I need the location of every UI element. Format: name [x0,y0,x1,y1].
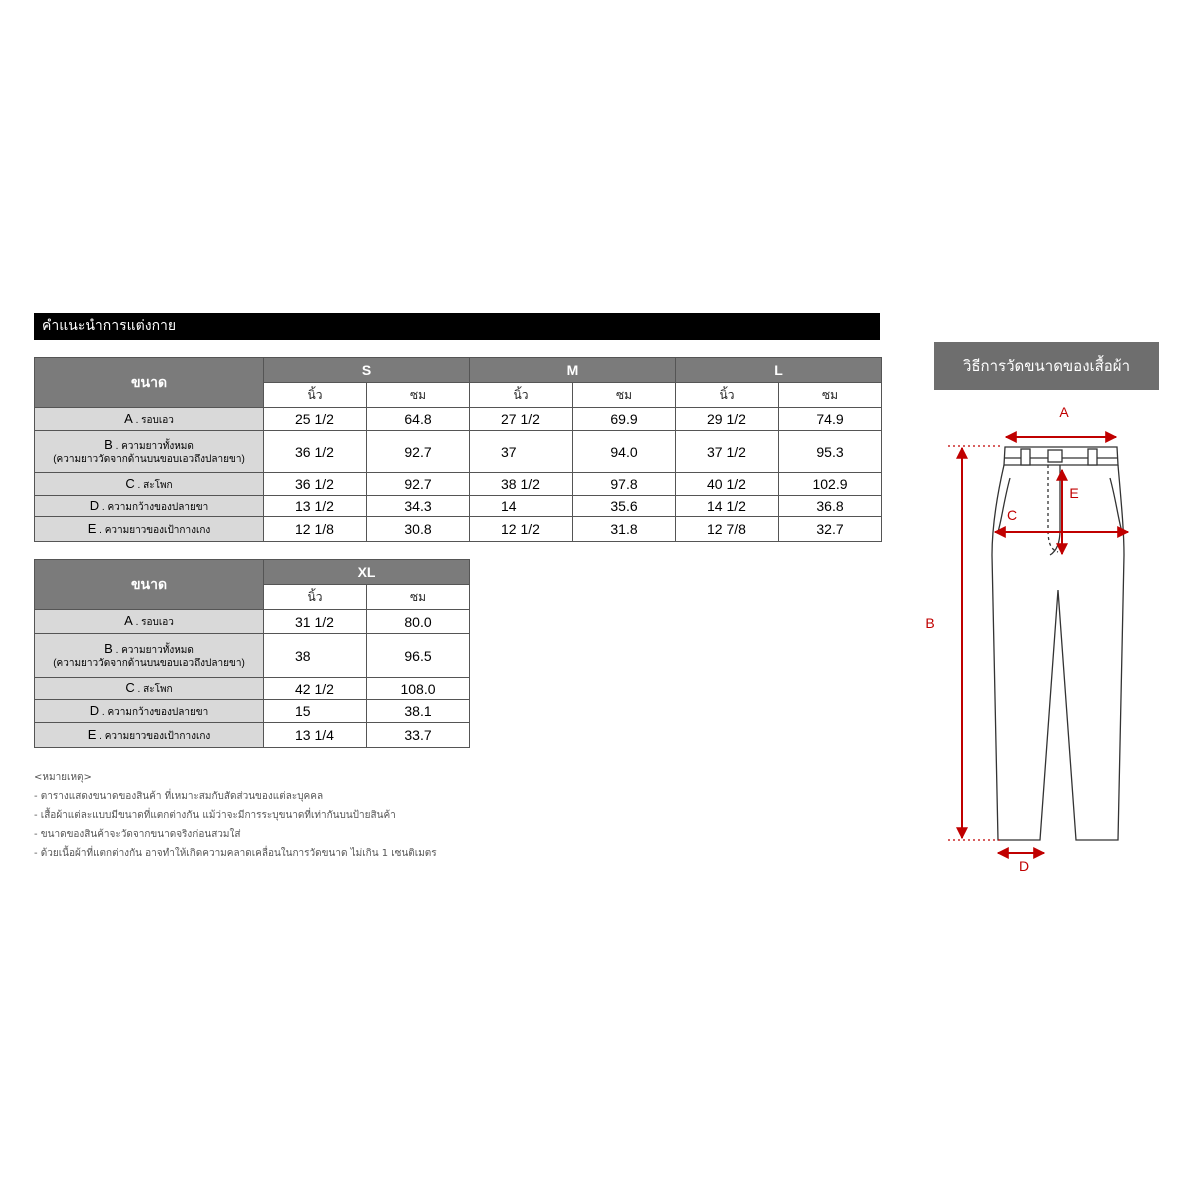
value-cell: 108.0 [367,678,470,700]
table-row [35,610,470,634]
notes-section [34,768,437,863]
value-cell: 35.6 [573,496,676,517]
value-cell: 38 1/2 [470,473,573,496]
value-cell: 15 [264,700,367,723]
note-item: - ตารางแสดงขนาดของสินค้า ที่เหมาะสมกับสัดส่วนของแต่ละบุคคล [34,791,324,802]
pants-measurement-diagram [900,395,1160,895]
size-header-m: M [470,358,676,383]
row-label-text: . ความกว้างของปลายขา [101,706,209,718]
row-label [35,700,264,723]
value-cell: 32.7 [779,517,882,542]
row-letter: D [89,702,100,718]
unit-header-inch: นิ้ว [676,383,779,408]
row-letter: E [87,520,97,536]
size-column-header: ขนาด [35,358,264,408]
value-cell: 36 1/2 [264,431,367,473]
value-cell: 69.9 [573,408,676,431]
row-letter: D [89,497,100,513]
row-label-text: . รอบเอว [135,617,174,628]
value-cell: 80.0 [367,610,470,634]
row-label [35,678,264,700]
row-label [35,517,264,542]
row-label [35,431,264,473]
row-label-text: . ความยาวทั้งหมด [115,644,194,656]
row-label [35,473,264,496]
row-sublabel: (ความยาววัดจากด้านบนขอบเอวถึงปลายขา) [53,453,245,465]
measure-label-e: E [1069,485,1079,501]
table-row [35,700,470,723]
row-letter: A [124,410,133,426]
table-row [35,431,882,473]
size-header-xl: XL [264,560,470,585]
page-title: คำแนะนำการแต่งกาย [34,313,880,340]
row-letter: B [104,436,113,452]
value-cell: 31 1/2 [264,610,367,634]
unit-header-cm: ซม [573,383,676,408]
value-cell: 30.8 [367,517,470,542]
value-cell: 25 1/2 [264,408,367,431]
value-cell: 12 1/8 [264,517,367,542]
value-cell: 12 7/8 [676,517,779,542]
unit-header-inch: นิ้ว [470,383,573,408]
size-header-s: S [264,358,470,383]
value-cell: 38 [264,634,367,678]
unit-header-inch: นิ้ว [264,585,367,610]
table-row [35,678,470,700]
size-column-header: ขนาด [35,560,264,610]
measure-guide-header: วิธีการวัดขนาดของเสื้อผ้า [934,342,1159,390]
value-cell: 36 1/2 [264,473,367,496]
row-label-text: . ความยาวของเป้ากางเกง [99,524,211,536]
value-cell: 14 1/2 [676,496,779,517]
row-label [35,634,264,678]
value-cell: 74.9 [779,408,882,431]
value-cell: 37 [470,431,573,473]
note-item: - เสื้อผ้าแต่ละแบบมีขนาดที่แตกต่างกัน แม้ว่าจะมีการระบุขนาดที่เท่ากันบนป้ายสินค้า [34,810,396,821]
value-cell: 64.8 [367,408,470,431]
value-cell: 38.1 [367,700,470,723]
row-label [35,408,264,431]
row-label-text: . สะโพก [137,684,173,695]
note-item: - ด้วยเนื้อผ้าที่แตกต่างกัน อาจทำให้เกิดความคลาดเคลื่อนในการวัดขนาด ไม่เกิน 1 เซนติเมตร [34,848,437,859]
value-cell: 13 1/4 [264,723,367,748]
row-label-text: . รอบเอว [135,414,174,426]
value-cell: 102.9 [779,473,882,496]
measure-label-a: A [1059,404,1069,420]
value-cell: 37 1/2 [676,431,779,473]
row-letter: E [87,726,97,742]
value-cell: 34.3 [367,496,470,517]
row-letter: B [104,640,113,656]
value-cell: 31.8 [573,517,676,542]
row-sublabel: (ความยาววัดจากด้านบนขอบเอวถึงปลายขา) [53,657,245,669]
size-header-l: L [676,358,882,383]
unit-header-cm: ซม [779,383,882,408]
row-label-text: . สะโพก [137,479,173,491]
value-cell: 27 1/2 [470,408,573,431]
value-cell: 14 [470,496,573,517]
notes-header: <หมายเหตุ> [34,772,92,783]
value-cell: 94.0 [573,431,676,473]
row-label [35,610,264,634]
value-cell: 42 1/2 [264,678,367,700]
measure-label-d: D [1018,858,1030,874]
value-cell: 96.5 [367,634,470,678]
table-row [35,408,882,431]
value-cell: 13 1/2 [264,496,367,517]
value-cell: 29 1/2 [676,408,779,431]
row-letter: C [125,680,135,695]
unit-header-inch: นิ้ว [264,383,367,408]
pants-outline [992,447,1124,840]
unit-header-cm: ซม [367,383,470,408]
row-letter: A [124,613,133,628]
value-cell: 40 1/2 [676,473,779,496]
value-cell: 92.7 [367,431,470,473]
value-cell: 92.7 [367,473,470,496]
value-cell: 97.8 [573,473,676,496]
row-label-text: . ความยาวทั้งหมด [115,440,194,452]
value-cell: 33.7 [367,723,470,748]
note-item: - ขนาดของสินค้าจะวัดจากขนาดจริงก่อนสวมใส่ [34,829,241,840]
table-row [35,473,882,496]
measure-label-b: B [925,615,935,631]
measurement-lines [948,437,1128,853]
row-label-text: . ความกว้างของปลายขา [101,501,209,513]
row-label [35,723,264,748]
table-row [35,517,882,542]
unit-header-cm: ซม [367,585,470,610]
row-label [35,496,264,517]
size-chart-table-s-m-l [34,357,882,542]
value-cell: 36.8 [779,496,882,517]
size-chart-table-xl [34,559,470,748]
value-cell: 95.3 [779,431,882,473]
table-row [35,634,470,678]
row-label-text: . ความยาวของเป้ากางเกง [99,730,211,742]
value-cell: 12 1/2 [470,517,573,542]
table-row [35,723,470,748]
table-row [35,496,882,517]
measure-label-c: C [1006,507,1018,523]
row-letter: C [125,475,135,491]
